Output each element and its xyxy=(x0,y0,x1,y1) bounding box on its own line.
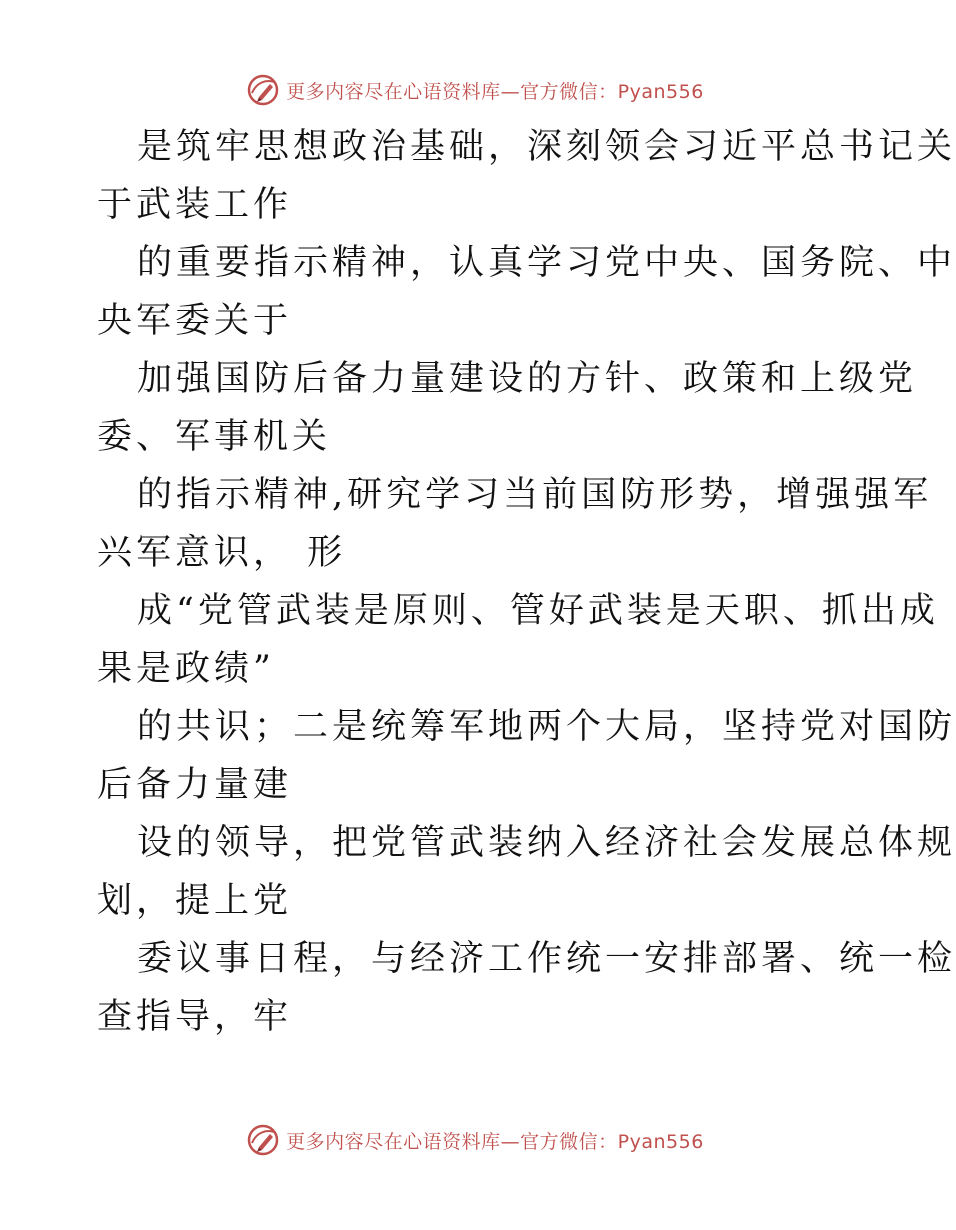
paragraph-line: 的指示精神,研究学习当前国防形势，增强强军 xyxy=(137,475,933,515)
paragraph-2 xyxy=(97,234,956,350)
header-banner xyxy=(0,72,950,108)
paragraph-line: 的共识；二是统筹军地两个大局，坚持党对国防 xyxy=(137,707,956,747)
paragraph-8 xyxy=(97,930,956,1046)
header-banner-text: 更多内容尽在心语资料库—官方微信：Pyan556 xyxy=(286,80,704,103)
paragraph-7 xyxy=(97,814,956,930)
paragraph-line: 查指导，牢 xyxy=(97,997,293,1037)
paragraph-1 xyxy=(97,118,956,234)
paragraph-line: 加强国防后备力量建设的方针、政策和上级党 xyxy=(137,359,918,399)
paragraph-line: 央军委关于 xyxy=(97,301,293,341)
paragraph-line: 设的领导，把党管武装纳入经济社会发展总体规 xyxy=(137,823,956,863)
pen-circle-logo-icon xyxy=(246,1123,280,1157)
document-body xyxy=(97,118,956,1046)
paragraph-3 xyxy=(97,350,918,466)
paragraph-line: 兴军意识， 形 xyxy=(97,533,347,573)
paragraph-line: 委、军事机关 xyxy=(97,417,332,457)
footer-banner xyxy=(0,1122,950,1158)
paragraph-line: 果是政绩” xyxy=(97,649,275,689)
paragraph-6 xyxy=(97,698,956,814)
paragraph-4 xyxy=(97,466,933,582)
paragraph-line: 是筑牢思想政治基础，深刻领会习近平总书记关 xyxy=(137,127,956,167)
footer-banner-text: 更多内容尽在心语资料库—官方微信：Pyan556 xyxy=(286,1130,704,1153)
paragraph-line: 后备力量建 xyxy=(97,765,293,805)
paragraph-5 xyxy=(97,582,939,698)
pen-circle-logo-icon xyxy=(246,73,280,107)
paragraph-line: 成“党管武装是原则、管好武装是天职、抓出成 xyxy=(137,591,939,631)
paragraph-line: 于武装工作 xyxy=(97,185,293,225)
paragraph-line: 的重要指示精神，认真学习党中央、国务院、中 xyxy=(137,243,956,283)
paragraph-line: 委议事日程，与经济工作统一安排部署、统一检 xyxy=(137,939,956,979)
paragraph-line: 划，提上党 xyxy=(97,881,293,921)
